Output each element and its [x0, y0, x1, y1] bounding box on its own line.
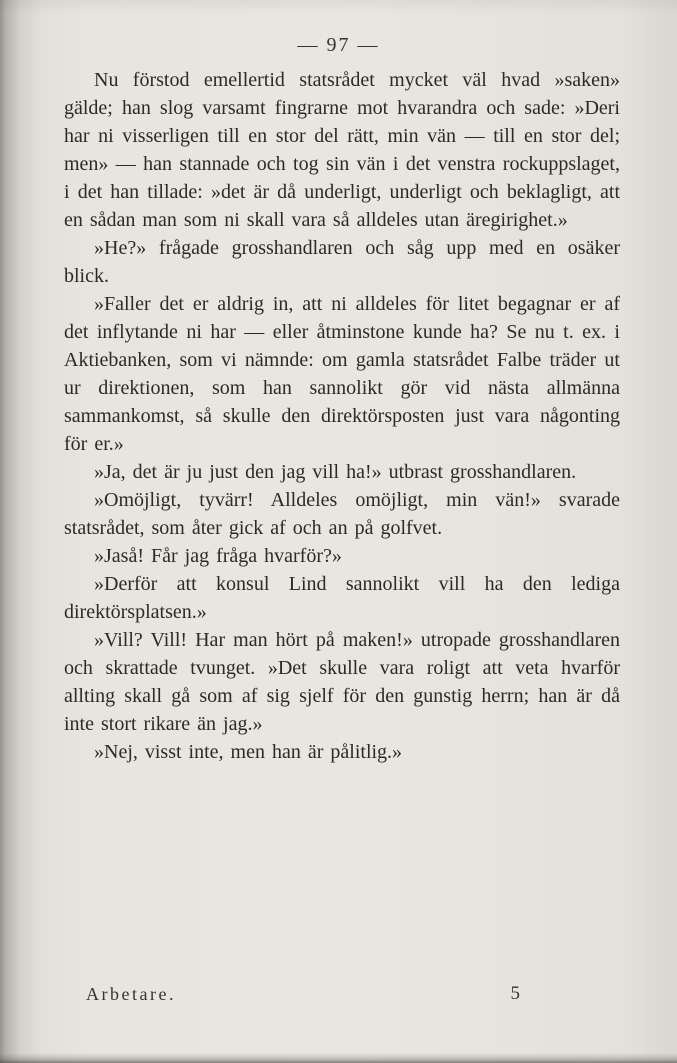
paragraph: »Derför att konsul Lind sannolikt vill ha den lediga direktörsplatsen.»	[64, 573, 620, 623]
paragraph: »Jaså! Får jag fråga hvarför?»	[94, 545, 342, 567]
paragraph: »Faller det er aldrig in, att ni alldeles för litet begagnar er af det inflytande ni har — eller åtminstone kunde ha? Se nu t. ex. i Aktiebanken, som vi nämnde: om gamla statsrådet Falbe träder ut ur direktionen, som han sannolikt gör vid nästa allmänna sammankomst, så skulle den direktörsposten just vara någonting för er.»	[64, 293, 620, 455]
paragraph: »He?» frågade grosshandlaren och såg upp med en osäker blick.	[64, 237, 620, 287]
paragraph: »Nej, visst inte, men han är pålitlig.»	[94, 741, 403, 763]
page-number: — 97 —	[297, 34, 380, 56]
paragraph: »Vill? Vill! Har man hört på maken!» utropade grosshandlaren och skrattade tvunget. »Det skulle vara roligt att veta hvarför allting skall gå som af sig sjelf för den gunstig herrn; han är då inte stort rikare än jag.»	[64, 629, 620, 735]
body-text	[64, 66, 620, 766]
paragraph: Nu förstod emellertid statsrådet mycket väl hvad »saken» gälde; han slog varsamt fingrarne mot hvarandra och sade: »Deri har ni visserligen till en stor del rätt, min vän — till en stor del; men» — han stannade och tog sin vän i det venstra rockuppslaget, i det han tillade: »det är då underligt, underligt och beklagligt, att en sådan man som ni skall vara så alldeles utan äregirighet.»	[64, 69, 620, 231]
footer-catchword: Arbetare.	[86, 984, 176, 1004]
paragraph: »Ja, det är ju just den jag vill ha!» utbrast grosshandlaren.	[94, 461, 577, 483]
paragraph: »Omöjligt, tyvärr! Alldeles omöjligt, min vän!» svarade statsrådet, som åter gick af och an på golfvet.	[64, 489, 620, 539]
footer-signature-number: 5	[510, 983, 520, 1004]
